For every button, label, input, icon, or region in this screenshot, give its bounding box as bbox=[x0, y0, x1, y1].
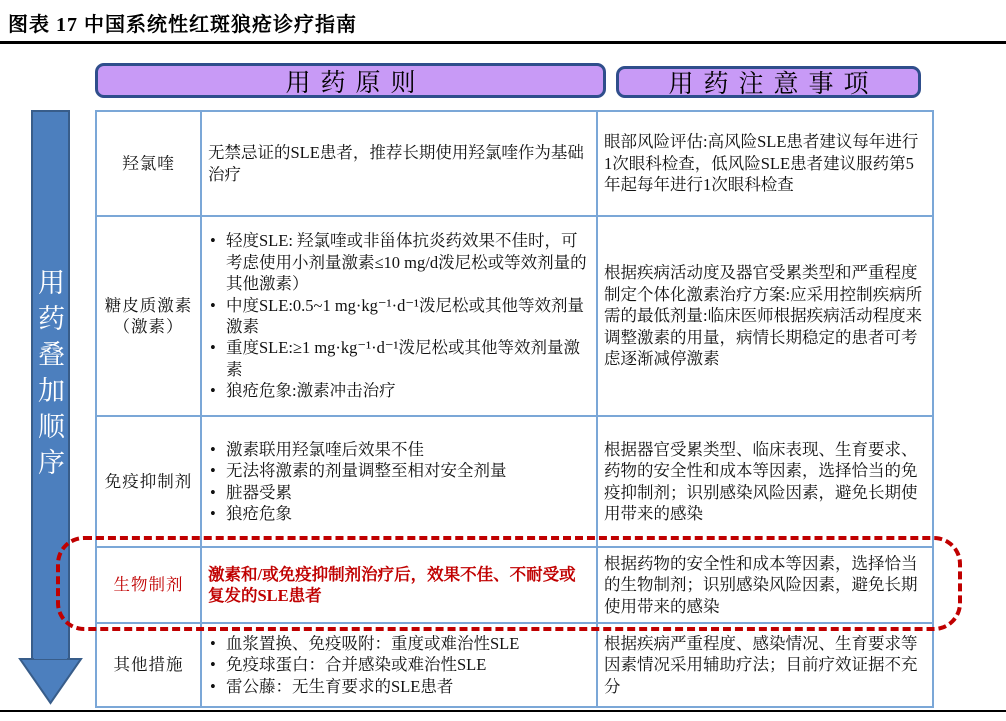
list-item bbox=[208, 295, 590, 338]
bullet-icon: • bbox=[210, 338, 216, 358]
drug-name-cell: 生物制剂 bbox=[96, 547, 201, 623]
drug-name-cell: 其他措施 bbox=[96, 623, 201, 707]
page-title: 图表 17 中国系统性红斑狼疮诊疗指南 bbox=[8, 14, 357, 36]
table-row-hydroxychloroquine bbox=[96, 111, 933, 216]
list-item bbox=[208, 460, 590, 481]
column-header-precautions-label: 用药注意事项 bbox=[668, 71, 879, 98]
list-item bbox=[208, 439, 590, 460]
precautions-cell: 根据器官受累类型、临床表现、生育要求、药物的安全性和成本等因素，选择恰当的免疫抑制剂；识别感染风险因素，避免长期使用带来的感染 bbox=[597, 416, 933, 547]
guideline-table bbox=[95, 110, 934, 708]
bullet-text: 雷公藤：无生育要求的SLE患者 bbox=[226, 676, 454, 696]
table-row-immunosuppressant bbox=[96, 416, 933, 547]
bullet-text: 狼疮危象:激素冲击治疗 bbox=[226, 381, 396, 401]
list-item bbox=[208, 654, 590, 675]
principles-cell bbox=[201, 623, 597, 707]
bullet-text: 无法将激素的剂量调整至相对安全剂量 bbox=[226, 461, 507, 481]
bullet-text: 免疫球蛋白：合并感染或难治性SLE bbox=[226, 655, 487, 675]
bullet-icon: • bbox=[210, 231, 216, 251]
bullet-icon: • bbox=[210, 381, 216, 401]
bullet-icon: • bbox=[210, 633, 216, 653]
column-header-principles-label: 用药原则 bbox=[285, 69, 426, 97]
column-header-precautions bbox=[616, 66, 921, 98]
drug-name-cell: 羟氯喹 bbox=[96, 111, 201, 216]
bottom-divider bbox=[0, 710, 1006, 712]
bullet-icon: • bbox=[210, 295, 216, 315]
principles-cell: 激素和/或免疫抑制剂治疗后，效果不佳、不耐受或复发的SLE患者 bbox=[201, 547, 597, 623]
bullet-text: 轻度SLE: 羟氯喹或非甾体抗炎药效果不佳时，可考虑使用小剂量激素≤10 mg/d泼尼松或等效剂量的其他激素） bbox=[226, 231, 587, 294]
precautions-cell: 根据药物的安全性和成本等因素，选择恰当的生物制剂；识别感染风险因素，避免长期使用带来的感染 bbox=[597, 547, 933, 623]
bullet-icon: • bbox=[210, 676, 216, 696]
precautions-cell: 根据疾病活动度及器官受累类型和严重程度制定个体化激素治疗方案:应采用控制疾病所需的最低剂量:临床医师根据疾病活动程度来调整激素的用量，病情长期稳定的患者可考虑逐渐减停激素 bbox=[597, 216, 933, 416]
precautions-cell: 眼部风险评估:高风险SLE患者建议每年进行1次眼科检查，低风险SLE患者建议服药第5年起每年进行1次眼科检查 bbox=[597, 111, 933, 216]
bullet-text: 激素联用羟氯喹后效果不佳 bbox=[226, 439, 424, 459]
bullet-icon: • bbox=[210, 655, 216, 675]
list-item bbox=[208, 230, 590, 294]
bullet-icon: • bbox=[210, 503, 216, 523]
list-item bbox=[208, 482, 590, 503]
bullet-text: 狼疮危象 bbox=[226, 503, 292, 523]
principles-cell bbox=[201, 216, 597, 416]
list-item bbox=[208, 633, 590, 654]
table-row-glucocorticoid bbox=[96, 216, 933, 416]
list-item bbox=[208, 503, 590, 524]
drug-name-cell: 糖皮质激素（激素） bbox=[96, 216, 201, 416]
bullet-icon: • bbox=[210, 439, 216, 459]
precautions-cell: 根据疾病严重程度、感染情况、生育要求等因素情况采用辅助疗法；目前疗效证据不充分 bbox=[597, 623, 933, 707]
medication-order-arrow-label: 用药叠加顺序 bbox=[34, 268, 64, 484]
list-item bbox=[208, 380, 590, 401]
bullet-icon: • bbox=[210, 482, 216, 502]
bullet-icon: • bbox=[210, 461, 216, 481]
bullet-text: 中度SLE:0.5~1 mg·kg⁻¹·d⁻¹泼尼松或其他等效剂量激素 bbox=[226, 295, 584, 336]
column-header-principles bbox=[95, 63, 606, 98]
principles-cell bbox=[201, 416, 597, 547]
bullet-text: 重度SLE:≥1 mg·kg⁻¹·d⁻¹泼尼松或其他等效剂量激素 bbox=[226, 338, 580, 379]
bullet-text: 血浆置换、免疫吸附：重度或难治性SLE bbox=[226, 633, 520, 653]
top-divider bbox=[0, 41, 1006, 44]
principles-cell: 无禁忌证的SLE患者，推荐长期使用羟氯喹作为基础治疗 bbox=[201, 111, 597, 216]
table-row-biologics bbox=[96, 547, 933, 623]
table-row-other-measures bbox=[96, 623, 933, 707]
list-item bbox=[208, 676, 590, 697]
bullet-text: 脏器受累 bbox=[226, 482, 292, 502]
drug-name-cell: 免疫抑制剂 bbox=[96, 416, 201, 547]
list-item bbox=[208, 337, 590, 380]
